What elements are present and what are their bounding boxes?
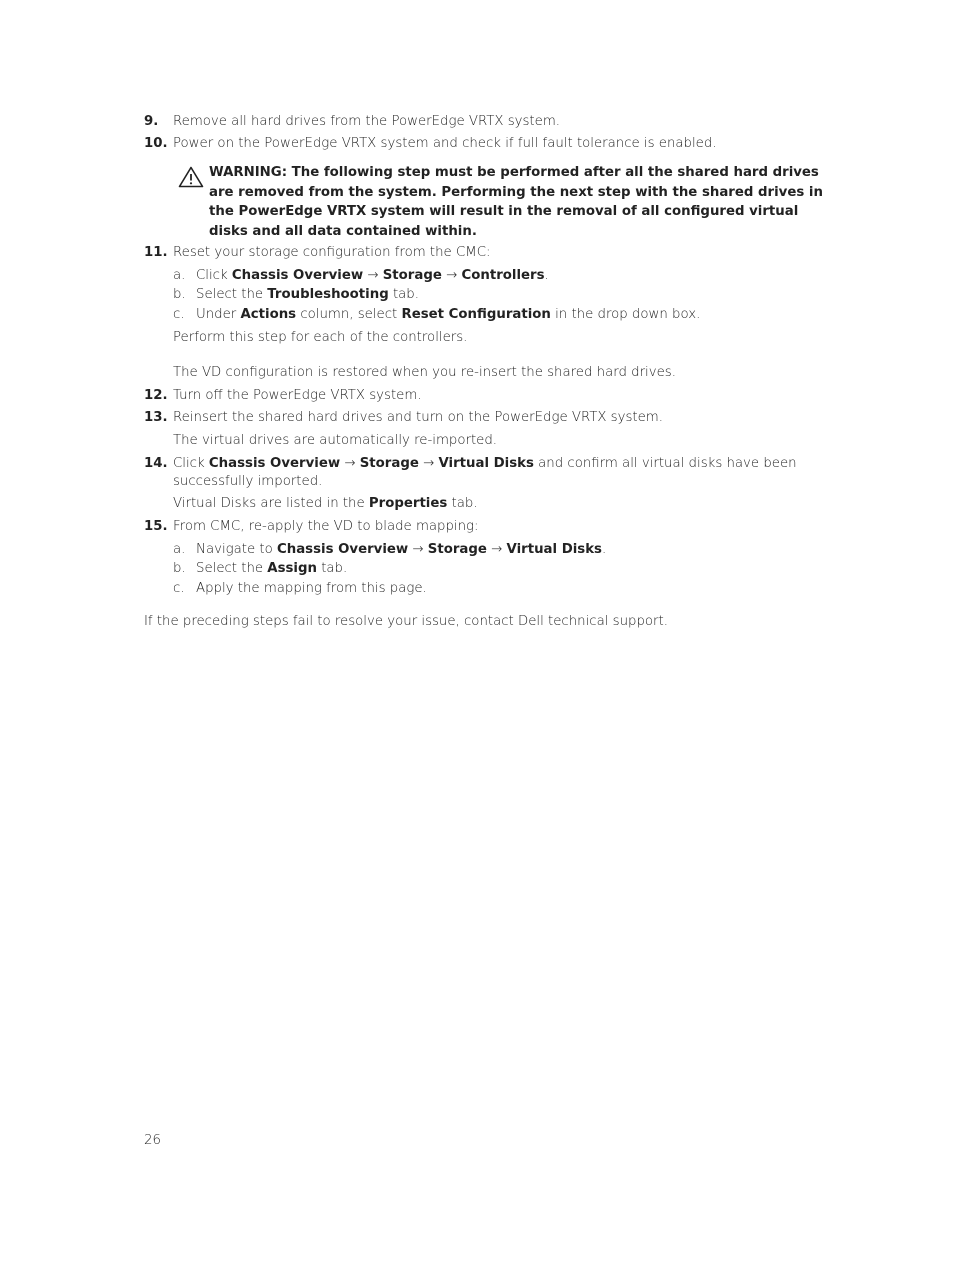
step-14-number: 14. xyxy=(144,456,168,471)
step-11c-text: Under Actions column, select Reset Configuration in the drop down box. xyxy=(196,307,701,322)
step-12-number: 12. xyxy=(144,388,168,403)
page-number: 26 xyxy=(144,1133,161,1148)
step-14-note: Virtual Disks are listed in the Properties tab. xyxy=(173,496,478,511)
step-9-text: Remove all hard drives from the PowerEdge VRTX system. xyxy=(173,114,561,129)
step-11c-letter: c. xyxy=(173,307,185,322)
step-15-text: From CMC, re-apply the VD to blade mapping: xyxy=(173,519,479,534)
step-14-text-line-2: successfully imported. xyxy=(173,474,323,489)
step-13-number: 13. xyxy=(144,410,168,425)
step-15c-text: Apply the mapping from this page. xyxy=(196,581,427,596)
step-11b-text: Select the Troubleshooting tab. xyxy=(196,287,419,302)
step-9-number: 9. xyxy=(144,114,159,129)
closing-paragraph: If the preceding steps fail to resolve your issue, contact Dell technical support. xyxy=(144,614,668,629)
step-15c-letter: c. xyxy=(173,581,185,596)
warning-triangle-icon xyxy=(178,166,204,188)
step-11a-letter: a. xyxy=(173,268,186,283)
step-15-number: 15. xyxy=(144,519,168,534)
step-15b-letter: b. xyxy=(173,561,186,576)
step-11-number: 11. xyxy=(144,245,168,260)
step-13-text: Reinsert the shared hard drives and turn on the PowerEdge VRTX system. xyxy=(173,410,663,425)
step-14-text: Click Chassis Overview → Storage → Virtual Disks and confirm all virtual disks have been xyxy=(173,456,797,471)
step-11-note-1: Perform this step for each of the controllers. xyxy=(173,330,468,345)
step-11b-letter: b. xyxy=(173,287,186,302)
step-13-note: The virtual drives are automatically re-imported. xyxy=(173,433,498,448)
step-10-text: Power on the PowerEdge VRTX system and check if full fault tolerance is enabled. xyxy=(173,136,717,151)
step-11a-text: Click Chassis Overview → Storage → Controllers. xyxy=(196,268,549,283)
step-11-text: Reset your storage configuration from the CMC: xyxy=(173,245,491,260)
warning-text: WARNING: The following step must be performed after all the shared hard drives are removed from the system. Performing the next step with the shared drives in the PowerEdge VRTX system will result in the removal of all configured virtual disks and all data contained within. xyxy=(209,165,823,239)
step-15a-letter: a. xyxy=(173,542,186,557)
step-11-note-2: The VD configuration is restored when you re-insert the shared hard drives. xyxy=(173,365,676,380)
step-12-text: Turn off the PowerEdge VRTX system. xyxy=(173,388,422,403)
step-10-number: 10. xyxy=(144,136,168,151)
step-15b-text: Select the Assign tab. xyxy=(196,561,348,576)
step-15a-text: Navigate to Chassis Overview → Storage → Virtual Disks. xyxy=(196,542,607,557)
